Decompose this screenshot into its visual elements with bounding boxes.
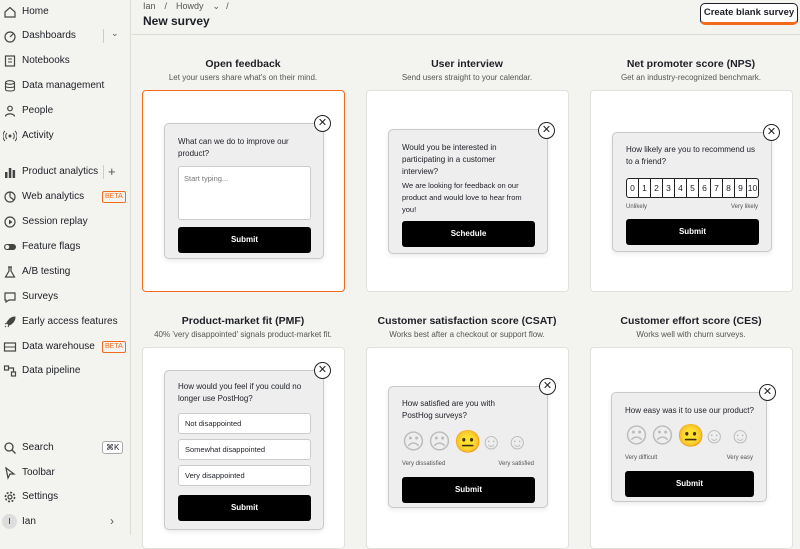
sidebar-item-web-analytics[interactable]	[0, 186, 131, 208]
survey-question: How easy was it to use our product?	[625, 406, 754, 415]
close-icon[interactable]: ✕	[539, 378, 556, 395]
survey-question: How satisfied are you with PostHog surveys?	[402, 399, 495, 420]
close-icon[interactable]: ✕	[763, 124, 780, 141]
face-icon[interactable]: 😐	[454, 429, 482, 454]
sidebar-item-home[interactable]	[0, 1, 131, 23]
toolbar-label: Toolbar	[22, 467, 55, 478]
toolbar-icon	[3, 466, 17, 480]
sidebar-item-label: People	[22, 105, 54, 116]
template-preview-open-feedback[interactable]	[142, 90, 345, 292]
face-icon[interactable]: ☹	[625, 423, 648, 448]
breadcrumb-separator: /	[226, 1, 229, 11]
sidebar	[0, 0, 131, 535]
template-header	[367, 315, 567, 339]
face-icon[interactable]: ☺	[480, 429, 503, 454]
chevron-down-icon[interactable]: ⌄	[212, 1, 221, 11]
nps-option[interactable]: 3	[663, 179, 675, 197]
template-preview-pmf[interactable]	[142, 347, 345, 549]
template-preview-user-interview[interactable]	[366, 90, 569, 292]
sidebar-item-label: Product analytics	[22, 166, 99, 177]
sidebar-search[interactable]	[0, 437, 131, 459]
nps-option[interactable]: 7	[711, 179, 723, 197]
sidebar-item-label: A/B testing	[22, 266, 71, 277]
close-icon[interactable]: ✕	[314, 115, 331, 132]
scale-high-label: Very likely	[730, 204, 758, 210]
sidebar-toolbar[interactable]	[0, 462, 131, 484]
template-header	[143, 58, 343, 82]
template-preview-ces[interactable]	[590, 347, 793, 549]
dashboard-icon	[3, 29, 17, 43]
template-description: 40% 'very disappointed' signals product-market fit.	[154, 330, 332, 339]
sidebar-item-label: Feature flags	[22, 241, 81, 252]
survey-popup	[164, 123, 324, 259]
face-icon[interactable]: ☺	[506, 429, 529, 454]
sidebar-item-label: Home	[22, 6, 49, 17]
survey-popup	[611, 392, 767, 502]
sidebar-item-surveys[interactable]	[0, 286, 131, 308]
sidebar-item-label: Data management	[22, 80, 105, 91]
rocket-icon	[3, 315, 17, 329]
nps-scale	[626, 178, 759, 198]
sidebar-item-label: Dashboards	[22, 30, 76, 41]
shortcut-badge: ⌘K	[102, 441, 123, 454]
submit-button[interactable]: Submit	[402, 477, 535, 503]
sidebar-item-people[interactable]	[0, 100, 131, 122]
beta-badge: BETA	[102, 341, 126, 353]
divider	[103, 165, 104, 179]
template-description: Send users straight to your calendar.	[401, 73, 533, 82]
breadcrumb-item[interactable]: Howdy	[176, 1, 204, 11]
sidebar-item-notebooks[interactable]	[0, 50, 131, 72]
face-icon[interactable]: 😐	[677, 423, 705, 448]
schedule-button[interactable]: Schedule	[402, 221, 535, 247]
survey-question: What can we do to improve our product?	[178, 137, 289, 158]
nps-option[interactable]: 2	[651, 179, 663, 197]
search-icon	[3, 441, 17, 455]
sidebar-item-feature-flags[interactable]	[0, 236, 131, 258]
sidebar-user[interactable]	[0, 511, 131, 533]
sidebar-item-data-warehouse[interactable]	[0, 336, 131, 358]
survey-question: How likely are you to recommend us to a friend?	[626, 145, 755, 166]
beta-badge: BETA	[102, 191, 126, 203]
sidebar-settings[interactable]	[0, 486, 131, 508]
plus-icon[interactable]: +	[108, 164, 116, 179]
template-description: Let your users share what's on their mind.	[168, 73, 318, 82]
pie-chart-icon	[3, 190, 17, 204]
template-header	[591, 315, 791, 339]
sidebar-item-early-access[interactable]	[0, 311, 131, 333]
sidebar-item-data-pipeline[interactable]	[0, 360, 131, 382]
feedback-textarea[interactable]: Start typing...	[178, 166, 311, 220]
template-title: Open feedback	[205, 58, 281, 70]
face-icon[interactable]: ☹	[651, 423, 674, 448]
face-icon[interactable]: ☺	[703, 423, 726, 448]
emoji-rating	[402, 431, 528, 453]
gear-icon	[3, 490, 17, 504]
sidebar-item-label: Data pipeline	[22, 365, 81, 376]
template-title: Net promoter score (NPS)	[626, 58, 756, 70]
submit-button[interactable]: Submit	[625, 471, 754, 497]
face-icon[interactable]: ☹	[402, 429, 425, 454]
submit-button[interactable]: Submit	[178, 495, 311, 521]
chat-icon	[3, 290, 17, 304]
scale-high-label: Very easy	[726, 455, 753, 461]
scale-high-label: Very satisfied	[498, 461, 534, 467]
replay-icon	[3, 215, 17, 229]
sidebar-item-label: Notebooks	[22, 55, 70, 66]
sidebar-item-product-analytics[interactable]	[0, 161, 131, 183]
nps-option[interactable]: 8	[723, 179, 735, 197]
close-icon[interactable]: ✕	[538, 122, 555, 139]
chevron-down-icon[interactable]: ⌄	[111, 28, 119, 38]
template-header	[591, 58, 791, 82]
survey-question: How would you feel if you could no longer use PostHog?	[178, 382, 302, 403]
submit-button[interactable]: Submit	[626, 219, 759, 245]
chevron-right-icon: ›	[110, 514, 114, 528]
template-description: Works well with churn surveys.	[636, 330, 746, 339]
nps-option[interactable]: 4	[675, 179, 687, 197]
breadcrumb-separator: /	[164, 1, 168, 11]
template-preview-nps[interactable]	[590, 90, 793, 292]
template-preview-csat[interactable]	[366, 347, 569, 549]
server-icon	[3, 340, 17, 354]
scale-low-label: Very difficult	[625, 455, 658, 461]
template-title: User interview	[431, 58, 503, 70]
face-icon[interactable]: ☹	[428, 429, 451, 454]
template-title: Customer effort score (CES)	[620, 315, 762, 327]
survey-popup	[388, 386, 548, 508]
avatar: I	[2, 514, 17, 529]
main-content	[132, 0, 800, 535]
scale-low-label: Very dissatisfied	[402, 461, 446, 467]
sidebar-item-label: Early access features	[22, 316, 118, 327]
survey-popup	[164, 370, 324, 530]
template-description: Works best after a checkout or support flow.	[389, 330, 545, 339]
choice-option[interactable]: Very disappointed	[178, 465, 311, 486]
sidebar-item-label: Web analytics	[22, 191, 85, 202]
template-title: Product-market fit (PMF)	[181, 315, 305, 327]
settings-label: Settings	[22, 491, 59, 502]
template-description: Get an industry-recognized benchmark.	[620, 73, 762, 82]
divider	[132, 34, 800, 35]
sidebar-item-data-management[interactable]	[0, 75, 131, 97]
sidebar-item-label: Data warehouse	[22, 341, 95, 352]
user-label: Ian	[22, 516, 36, 527]
bar-chart-icon	[3, 165, 17, 179]
sidebar-item-dashboards[interactable]	[0, 25, 131, 47]
survey-question: Would you be interested in participating in a customer interview?	[402, 143, 497, 176]
choice-option[interactable]: Somewhat disappointed	[178, 439, 311, 460]
notebook-icon	[3, 54, 17, 68]
activity-icon	[3, 129, 17, 143]
breadcrumb	[143, 1, 238, 12]
page-title: New survey	[143, 14, 210, 28]
divider	[103, 29, 104, 43]
breadcrumb-item[interactable]: Ian	[143, 1, 156, 11]
submit-button[interactable]: Submit	[178, 227, 311, 253]
nps-option[interactable]: 1	[639, 179, 651, 197]
search-label: Search	[22, 442, 54, 453]
nps-option[interactable]: 0	[627, 179, 639, 197]
flask-icon	[3, 265, 17, 279]
survey-description: We are looking for feedback on our product and would love to hear from you!	[402, 181, 522, 214]
template-header	[143, 315, 343, 339]
template-header	[367, 58, 567, 82]
home-icon	[3, 5, 17, 19]
emoji-rating	[625, 425, 751, 447]
close-icon[interactable]: ✕	[759, 384, 776, 401]
choice-option[interactable]: Not disappointed	[178, 413, 311, 434]
face-icon[interactable]: ☺	[729, 423, 752, 448]
pipeline-icon	[3, 364, 17, 378]
database-icon	[3, 79, 17, 93]
sidebar-item-label: Surveys	[22, 291, 59, 302]
sidebar-item-label: Activity	[22, 130, 54, 141]
sidebar-item-label: Session replay	[22, 216, 88, 227]
nps-option[interactable]: 6	[699, 179, 711, 197]
nps-option[interactable]: 10	[747, 183, 758, 193]
nps-option[interactable]: 9	[735, 179, 747, 197]
sidebar-item-session-replay[interactable]	[0, 211, 131, 233]
template-title: Customer satisfaction score (CSAT)	[377, 315, 557, 327]
sidebar-item-ab-testing[interactable]	[0, 261, 131, 283]
people-icon	[3, 104, 17, 118]
toggle-icon	[3, 240, 17, 254]
scale-low-label: Unlikely	[626, 204, 648, 210]
survey-popup	[612, 132, 772, 252]
sidebar-item-activity[interactable]	[0, 125, 131, 147]
nps-option[interactable]: 5	[687, 179, 699, 197]
close-icon[interactable]: ✕	[314, 362, 331, 379]
survey-popup	[388, 129, 548, 254]
create-blank-survey-button[interactable]: Create blank survey	[700, 3, 798, 25]
